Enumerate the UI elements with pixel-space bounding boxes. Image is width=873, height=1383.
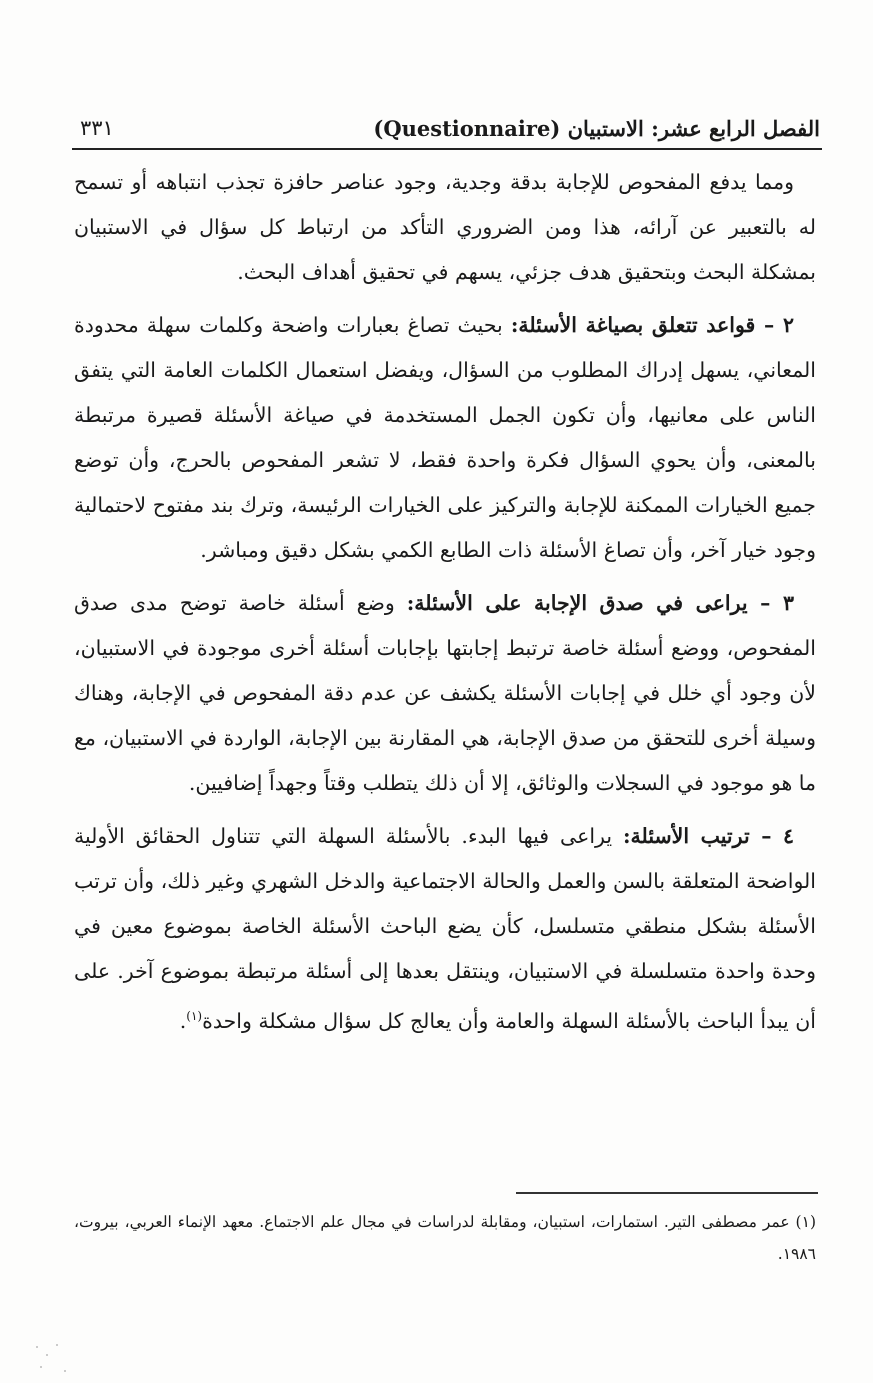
sentence-end: . — [179, 1008, 187, 1033]
footnote-reference: (١) — [186, 1009, 203, 1023]
running-header — [72, 112, 820, 148]
header-divider — [72, 148, 822, 150]
section-heading: ٢ – قواعد تتعلق بصياغة الأسئلة: — [510, 313, 794, 337]
paragraph-question-order — [74, 814, 816, 1044]
page-number: ٣٣١ — [80, 116, 114, 140]
section-heading: ٣ – يراعى في صدق الإجابة على الأسئلة: — [406, 591, 794, 615]
paragraph-intro — [74, 160, 816, 295]
paragraph-text: وضع أسئلة خاصة توضح مدى صدق المفحوص، ووضع أسئلة خاصة ترتبط إجابتها بإجابات أسئلة أخرى موجودة في الاستبيان، لأن وجود أي خلل في إجابات الأسئلة يكشف عن عدم دقة المفحوص في الإجابة، وهناك وسيلة أخرى للتحقق من صدق الإجابة، هي المقارنة بين الإجابة، الواردة في الاستبيان، مع ما هو موجود في السجلات والوثائق، إلا أن ذلك يتطلب وقتاً وجهداً إضافيين. — [74, 591, 816, 795]
footnotes — [74, 1206, 816, 1270]
paragraph-text: ومما يدفع المفحوص للإجابة بدقة وجدية، وجود عناصر حافزة تجذب انتباهه أو تسمح له بالتعبير عن آرائه، هذا ومن الضروري التأكد من ارتباط كل سؤال في الاستبيان بمشكلة البحث وبتحقيق هدف جزئي، يسهم في تحقيق أهداف البحث. — [74, 170, 816, 284]
body-text — [74, 160, 816, 1052]
paragraph-text: بحيث تصاغ بعبارات واضحة وكلمات سهلة محدودة المعاني، يسهل إدراك المطلوب من السؤال، ويفضل استعمال الكلمات العامة التي يتفق الناس على معانيها، وأن تكون الجمل المستخدمة في صياغة الأسئلة قصيرة مرتبطة بالمعنى، وأن يحوي السؤال فكرة واحدة فقط، لا تشعر المفحوص بالحرج، وأن توضع جميع الخيارات الممكنة للإجابة والتركيز على الخيارات الرئيسة، وترك بند مفتوح لاحتمالية وجود خيار آخر، وأن تصاغ الأسئلة ذات الطابع الكمي بشكل دقيق ومباشر. — [74, 313, 816, 562]
paragraph-text: يراعى فيها البدء. بالأسئلة السهلة التي تتناول الحقائق الأولية الواضحة المتعلقة بالسن والعمل والحالة الاجتماعية والدخل الشهري وغير ذلك، وأن ترتب الأسئلة بشكل منطقي متسلسل، كأن يضع الباحث الأسئلة الخاصة بموضوع معين في وحدة واحدة متسلسلة في الاستبيان، وينتقل بعدها إلى أسئلة مرتبطة بموضوع آخر. على أن يبدأ الباحث بالأسئلة السهلة والعامة وأن يعالج كل سؤال مشكلة واحدة — [74, 824, 816, 1033]
paragraph-answer-validity — [74, 581, 816, 806]
footnote: (١) عمر مصطفى التير. استمارات، استبيان، ومقابلة لدراسات في مجال علم الاجتماع. معهد الإنماء العربي، بيروت، ١٩٨٦. — [74, 1213, 816, 1263]
paragraph-question-wording — [74, 303, 816, 573]
scan-specks — [34, 1340, 74, 1380]
chapter-title: الفصل الرابع عشر: الاستبيان (Questionnaire) — [373, 116, 820, 141]
section-heading: ٤ – ترتيب الأسئلة: — [622, 824, 795, 848]
footnote-divider — [516, 1192, 818, 1194]
